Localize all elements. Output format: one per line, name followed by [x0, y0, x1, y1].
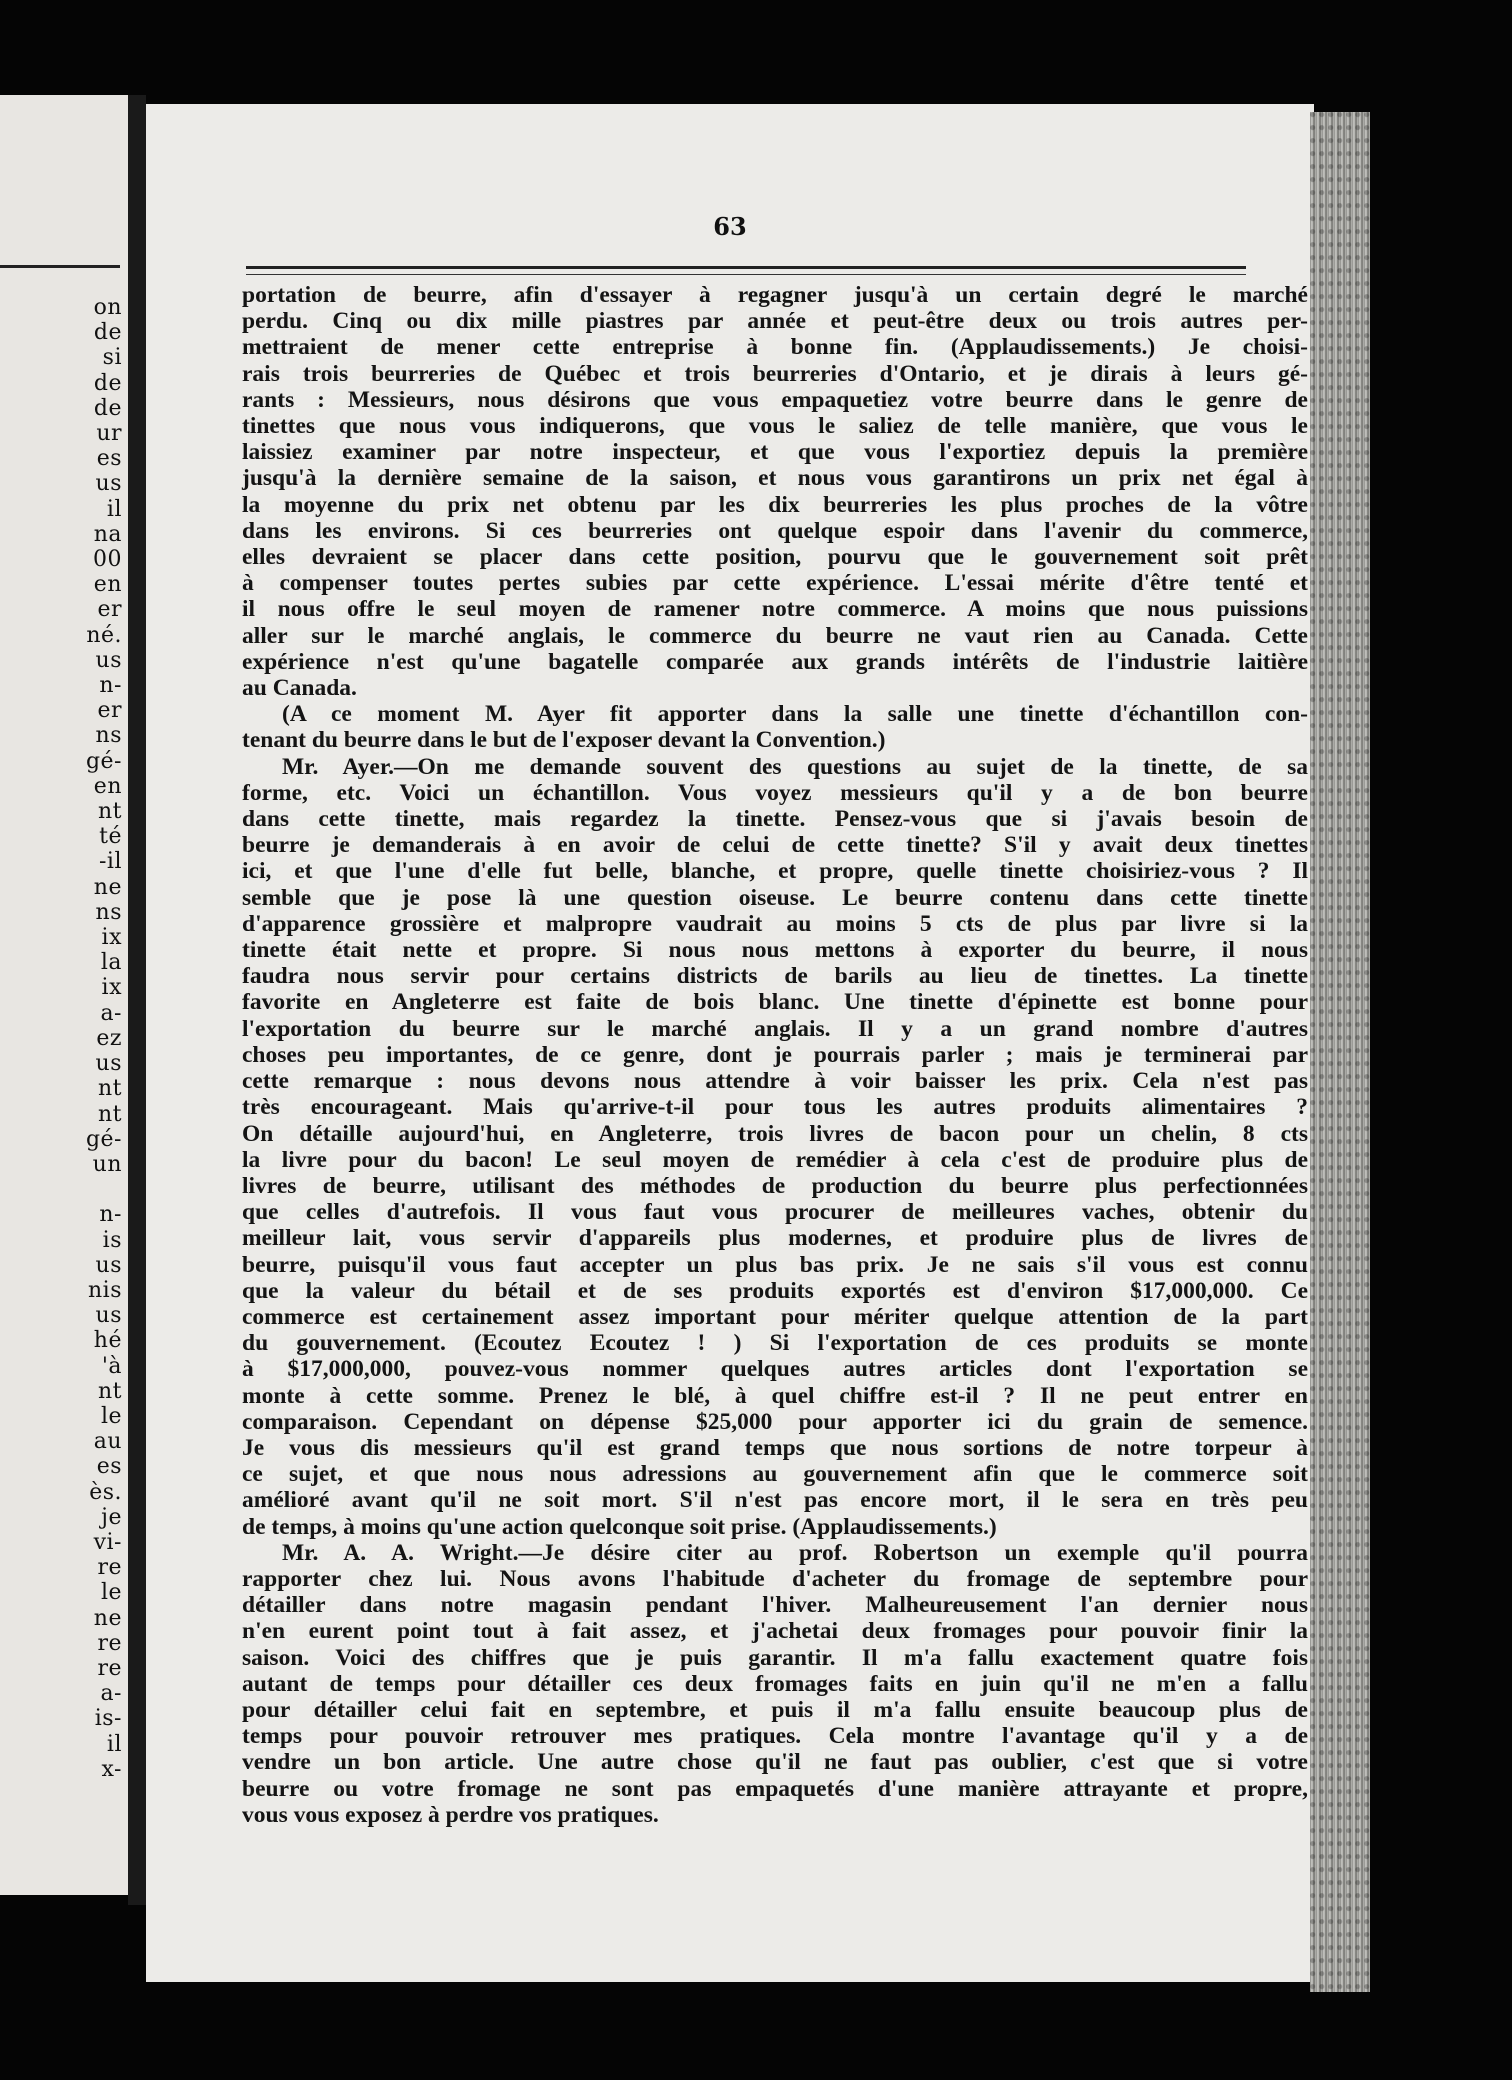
text-line: n'en eurent point tout à fait assez, et j'achetai deux fromages pour pouvoir finir la — [242, 1618, 1308, 1645]
text-line: favorite en Angleterre est faite de bois blanc. Une tinette d'épinette est bonne pour — [242, 989, 1308, 1016]
left-page-fragment: us — [95, 1051, 122, 1077]
page-number: 63 — [713, 212, 747, 241]
left-page-fragment: de — [93, 320, 122, 346]
text-line: faudra nous servir pour certains districts de barils au lieu de tinettes. La tinette — [242, 963, 1308, 990]
text-line: vendre un bon article. Une autre chose qu'il ne faut pas oublier, c'est que si votre — [242, 1749, 1308, 1776]
left-page-fragment: ez — [96, 1025, 122, 1051]
left-page-fragment: us — [95, 647, 122, 673]
left-page-text-fragments — [0, 295, 122, 1782]
left-page-fragment: 'à — [101, 1353, 122, 1379]
text-line: à $17,000,000, pouvez-vous nommer quelques autres articles dont l'exportation se — [242, 1356, 1308, 1383]
left-page-fragment: n- — [99, 1202, 122, 1228]
text-line: tenant du beurre dans le but de l'exposer devant la Convention.) — [242, 727, 886, 754]
text-line: commerce est certainement assez important pour mériter quelque attention de la part — [242, 1303, 1308, 1330]
left-page-fragment: on — [93, 295, 122, 320]
left-page-fragment — [0, 1177, 122, 1202]
left-page-fragment: a- — [100, 1681, 122, 1707]
text-line: très encourageant. Mais qu'arrive-t-il pour tous les autres produits alimentaires ? — [242, 1094, 1308, 1121]
left-page-fragment: vi- — [93, 1529, 122, 1555]
text-line: vous vous exposez à perdre vos pratiques. — [242, 1801, 659, 1828]
text-line: autant de temps pour détailler ces deux fromages faits en juin qu'il ne m'en a fallu — [242, 1670, 1308, 1697]
left-page-fragment: us — [95, 471, 122, 497]
text-line: aller sur le marché anglais, le commerce du beurre ne vaut rien au Canada. Cette — [242, 622, 1308, 649]
left-page-fragment: ns — [95, 723, 122, 749]
text-line: dans cette tinette, mais regardez la tinette. Pensez-vous que si j'avais besoin de — [242, 806, 1308, 833]
left-page-fragment: re — [97, 1655, 122, 1681]
left-page-fragment: 00 — [93, 547, 122, 573]
text-line: jusqu'à la dernière semaine de la saison, et nous vous garantirons un prix net égal à — [242, 465, 1308, 492]
left-page-fragment: je — [101, 1504, 122, 1530]
left-page-fragment: il — [106, 1731, 122, 1757]
left-page-fragment: nt — [97, 799, 122, 825]
text-line: amélioré avant qu'il ne soit mort. S'il n'est pas encore mort, il le sera en très peu — [242, 1487, 1308, 1514]
text-line: beurre ou votre fromage ne sont pas empaquetés d'une manière attrayante et propre, — [242, 1775, 1308, 1802]
left-page-fragment: le — [100, 1580, 122, 1606]
text-line: Je vous dis messieurs qu'il est grand temps que nous sortions de notre torpeur à — [242, 1434, 1308, 1461]
text-line: choses peu importantes, de ce genre, dont je pourrais parler ; mais je terminerai par — [242, 1041, 1308, 1068]
text-line: au Canada. — [242, 675, 357, 702]
left-page-fragment: us — [95, 1252, 122, 1278]
text-line: la livre pour du bacon! Le seul moyen de remédier à cela c'est de produire plus de — [242, 1146, 1308, 1173]
text-line: tinette était nette et propre. Si nous nous mettons à exporter du beurre, il nous — [242, 937, 1308, 964]
left-page-fragment: re — [97, 1555, 122, 1581]
previous-page-fragment — [0, 95, 128, 1895]
left-page-fragment: er — [97, 698, 122, 724]
left-page-fragment: en — [93, 572, 122, 598]
text-line: monte à cette somme. Prenez le blé, à quel chiffre est-il ? Il ne peut entrer en — [242, 1382, 1308, 1409]
text-line: tinettes que nous vous indiquerons, que vous le saliez de telle manière, que vous le — [242, 413, 1308, 440]
left-page-fragment: ès. — [89, 1479, 122, 1505]
text-line: de temps, à moins qu'une action quelconque soit prise. (Applaudissements.) — [242, 1513, 997, 1540]
text-line: la moyenne du prix net obtenu par les dix beurreries les plus proches de la vôtre — [242, 491, 1308, 518]
left-page-fragment: es — [96, 1454, 122, 1480]
text-line: pour détailler celui fait en septembre, et puis il m'a fallu ensuite beaucoup plus de — [242, 1696, 1308, 1723]
document-page — [146, 104, 1314, 1982]
header-rule-thin — [246, 274, 1246, 275]
left-page-fragment: né. — [86, 622, 122, 648]
left-page-fragment: de — [93, 370, 122, 396]
left-page-fragment: n- — [99, 673, 122, 699]
body-text — [242, 282, 1308, 1828]
text-line: beurre je demanderais à en avoir de celui de cette tinette? S'il y avait deux tinettes — [242, 832, 1308, 859]
text-line: On détaille aujourd'hui, en Angleterre, trois livres de bacon pour un chelin, 8 cts — [242, 1120, 1308, 1147]
text-line: ici, et que l'une d'elle fut belle, blanche, et propre, quelle tinette choisiriez-vous ? Il — [242, 858, 1308, 885]
text-line: laissiez examiner par notre inspecteur, et que vous l'exportiez depuis la première — [242, 439, 1308, 466]
left-page-fragment: gé- — [85, 748, 122, 774]
left-page-fragment: au — [93, 1429, 122, 1455]
left-page-fragment: nt — [97, 1101, 122, 1127]
left-page-fragment: té — [99, 824, 122, 850]
left-page-fragment: nt — [97, 1378, 122, 1404]
text-line: mettraient de mener cette entreprise à bonne fin. (Applaudissements.) Je choisi- — [242, 334, 1308, 361]
text-line: expérience n'est qu'une bagatelle comparée aux grands intérêts de l'industrie laitière — [242, 648, 1308, 675]
page-stack-edge — [1310, 112, 1370, 1992]
left-page-fragment: un — [92, 1151, 122, 1177]
left-page-fragment: ns — [95, 899, 122, 925]
left-page-fragment: is — [102, 1227, 122, 1253]
text-line: dans les environs. Si ces beurreries ont quelque espoir dans l'avenir du commerce, — [242, 517, 1308, 544]
text-line: beurre, puisqu'il vous faut accepter un plus bas prix. Je ne sais s'il vous est connu — [242, 1251, 1308, 1278]
left-page-fragment: ix — [101, 975, 122, 1001]
text-line: portation de beurre, afin d'essayer à regagner jusqu'à un certain degré le marché — [242, 282, 1308, 308]
left-page-fragment: -il — [98, 849, 122, 875]
left-page-fragment: ur — [96, 421, 122, 447]
text-line: d'apparence grossière et malpropre vaudrait au moins 5 cts de plus par livre si la — [242, 910, 1308, 937]
left-page-fragment: le — [100, 1403, 122, 1429]
text-line: que la valeur du bétail et de ses produits exportés est d'environ $17,000,000. Ce — [242, 1277, 1308, 1304]
text-line: Mr. A. A. Wright.—Je désire citer au prof. Robertson un exemple qu'il pourra — [282, 1539, 1308, 1566]
text-line: cette remarque : nous devons nous attendre à voir baisser les prix. Cela n'est pas — [242, 1068, 1308, 1095]
text-line: (A ce moment M. Ayer fit apporter dans la salle une tinette d'échantillon con- — [282, 701, 1308, 728]
book-gutter — [128, 95, 146, 1905]
text-line: rants : Messieurs, nous désirons que vous empaquetiez votre beurre dans le genre de — [242, 386, 1308, 413]
left-page-fragment: hé — [93, 1328, 122, 1354]
left-page-fragment: ix — [101, 925, 122, 951]
left-page-fragment: re — [97, 1630, 122, 1656]
left-page-rule — [0, 265, 120, 268]
text-line: rais trois beurreries de Québec et trois beurreries d'Ontario, et je dirais à leurs gé- — [242, 360, 1308, 387]
left-page-fragment: gé- — [85, 1126, 122, 1152]
text-line: détailler dans notre magasin pendant l'hiver. Malheureusement l'an dernier nous — [242, 1592, 1308, 1619]
left-page-fragment: er — [97, 597, 122, 623]
text-line: comparaison. Cependant on dépense $25,000 pour apporter ici du grain de semence. — [242, 1408, 1308, 1435]
left-page-fragment: es — [96, 446, 122, 472]
text-line: ce sujet, et que nous nous adressions au gouvernement afin que le commerce soit — [242, 1461, 1308, 1488]
text-line: temps pour pouvoir retrouver mes pratiques. Cela montre l'avantage qu'il y a de — [242, 1723, 1308, 1750]
text-line: meilleur lait, vous servir d'appareils plus modernes, et produire plus de livres de — [242, 1225, 1308, 1252]
left-page-fragment: si — [102, 345, 122, 371]
left-page-fragment: a- — [100, 1000, 122, 1026]
left-page-fragment: x- — [101, 1756, 122, 1782]
left-page-fragment: il — [106, 496, 122, 522]
text-line: perdu. Cinq ou dix mille piastres par année et peut-être deux ou trois autres per- — [242, 308, 1308, 335]
left-page-fragment: na — [93, 521, 122, 547]
left-page-fragment: is- — [94, 1706, 122, 1732]
text-line: il nous offre le seul moyen de ramener notre commerce. A moins que nous puissions — [242, 596, 1308, 623]
left-page-fragment: en — [93, 773, 122, 799]
left-page-fragment: ne — [93, 1605, 122, 1631]
left-page-fragment: ne — [93, 874, 122, 900]
left-page-fragment: nis — [88, 1277, 122, 1303]
text-line: saison. Voici des chiffres que je puis garantir. Il m'a fallu exactement quatre fois — [242, 1644, 1308, 1671]
text-line: du gouvernement. (Ecoutez Ecoutez ! ) Si l'exportation de ces produits se monte — [242, 1330, 1308, 1357]
text-line: elles devraient se placer dans cette position, pourvu que le gouvernement soit prêt — [242, 544, 1308, 571]
text-line: Mr. Ayer.—On me demande souvent des questions au sujet de la tinette, de sa — [282, 753, 1308, 780]
text-line: à compenser toutes pertes subies par cette expérience. L'essai mérite d'être tenté et — [242, 570, 1308, 597]
left-page-fragment: la — [100, 950, 122, 976]
text-line: l'exportation du beurre sur le marché anglais. Il y a un grand nombre d'autres — [242, 1015, 1308, 1042]
text-line: que celles d'autrefois. Il vous faut vous procurer de meilleures vaches, obtenir du — [242, 1199, 1308, 1226]
left-page-fragment: de — [93, 395, 122, 421]
text-line: rapporter chez lui. Nous avons l'habitude d'acheter du fromage de septembre pour — [242, 1565, 1308, 1592]
header-rule — [246, 266, 1246, 269]
text-line: forme, etc. Voici un échantillon. Vous voyez messieurs qu'il y a de bon beurre — [242, 779, 1308, 806]
left-page-fragment: us — [95, 1303, 122, 1329]
text-line: semble que je pose là une question oiseuse. Le beurre contenu dans cette tinette — [242, 884, 1308, 911]
text-line: livres de beurre, utilisant des méthodes de production du beurre plus perfectionnées — [242, 1172, 1308, 1199]
left-page-fragment: nt — [97, 1076, 122, 1102]
